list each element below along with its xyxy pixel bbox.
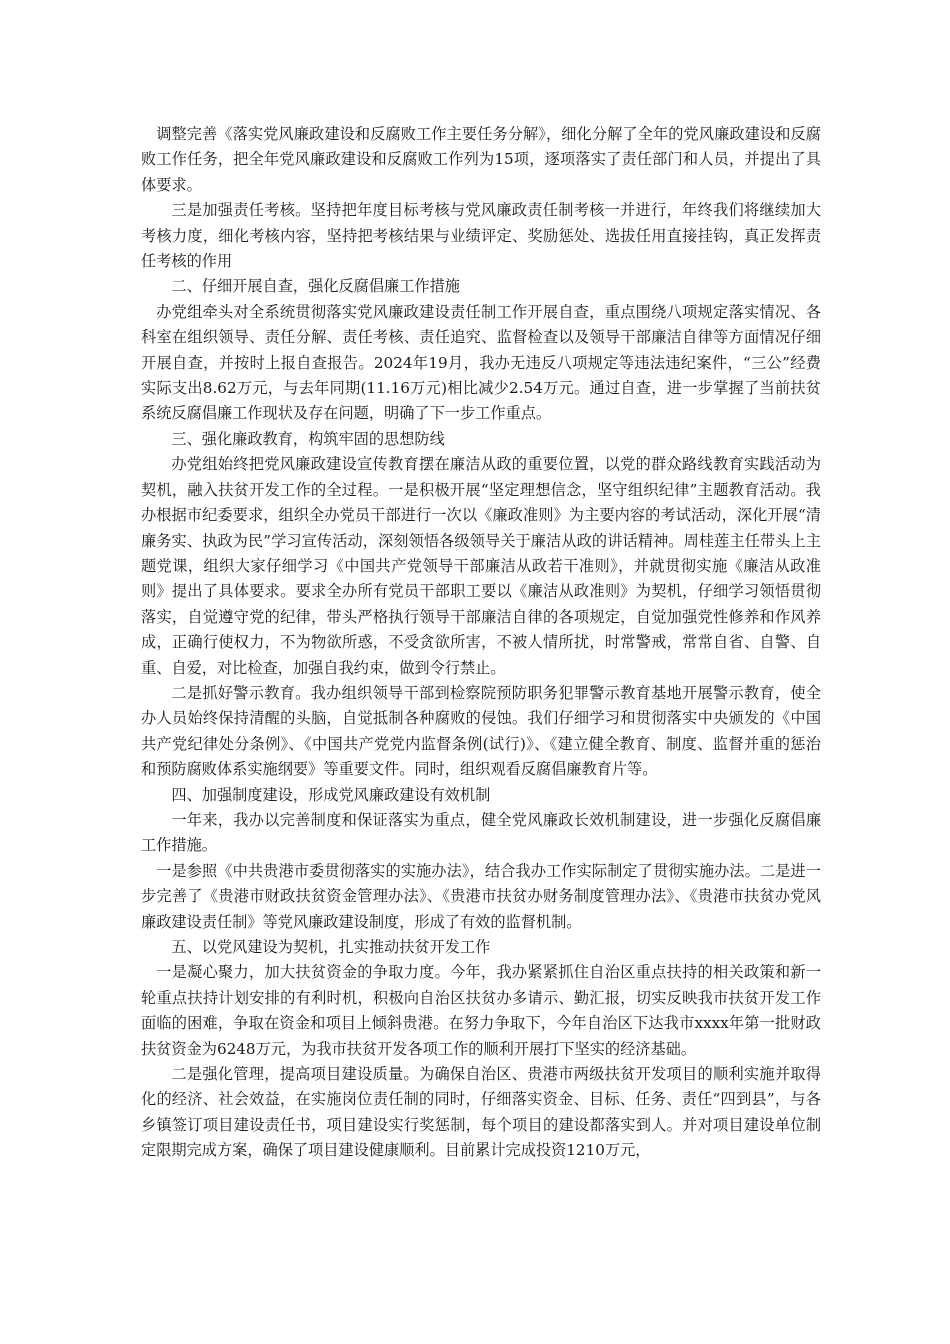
section-heading-self-inspection: 二、仔细开展自查，强化反腐倡廉工作措施 xyxy=(171,277,460,296)
paragraph-responsibility-assessment: 三是加强责任考核。坚持把年度目标考核与党风廉政责任制考核一并进行，年终我们将继续加大考核力度，细化考核内容，坚持把考核结果与业绩评定、奖励惩处、选拔任用直接挂钩，真正发挥责任考核的作用 xyxy=(141,201,821,271)
section-heading-education: 三、强化廉政教育，构筑牢固的思想防线 xyxy=(171,429,445,448)
paragraph-warning-education: 二是抓好警示教育。我办组织领导干部到检察院预防职务犯罪警示教育基地开展警示教育，使全办人员始终保持清醒的头脑，自觉抵制各种腐败的侵蚀。我们仔细学习和贯彻落实中央颁发的《中国共产党纪律处分条例》、《中国共产党党内监督条例(试行)》、《建立健全教育、制度、监督并重的惩治和预防腐败体系实施纲要》等重要文件。同时，组织观看反腐倡廉教育片等。 xyxy=(141,683,821,779)
paragraph-self-inspection: 办党组牵头对全系统贯彻落实党风廉政建设责任制工作开展自查，重点围绕八项规定落实情况、各科室在组织领导、责任分解、责任考核、责任追究、监督检查以及领导干部廉洁自律等方面情况仔细开展自查，并按时上报自查报告。2024年19月，我办无违反八项规定等违法违纪案件，“三公”经费实际支出8.62万元，与去年同期(11.16万元)相比减少2.54万元。通过自查，进一步掌握了当前扶贫系统反腐倡廉工作现状及存在问题，明确了下一步工作重点。 xyxy=(141,302,821,423)
section-heading-poverty-alleviation: 五、以党风建设为契机，扎实推动扶贫开发工作 xyxy=(171,938,491,956)
paragraph-funding: 一是凝心聚力，加大扶贫资金的争取力度。今年，我办紧紧抓住自治区重点扶持的相关政策和新一轮重点扶持计划安排的有利时机，积极向自治区扶贫办多请示、勤汇报，切实反映我市扶贫开发工作面临的困难，争取在资金和项目上倾斜贵港。在努力争取下，今年自治区下达我市xxxx年第一批财政扶贫资金为6248万元，为我市扶贫开发各项工作的顺利开展打下坚实的经济基础。 xyxy=(141,963,821,1058)
document-body xyxy=(141,122,821,1164)
paragraph-education: 办党组始终把党风廉政建设宣传教育摆在廉洁从政的重要位置，以党的群众路线教育实践活动为契机，融入扶贫开发工作的全过程。一是积极开展“坚定理想信念，坚守组织纪律”主题教育活动。我办根据市纪委要求，组织全办党员干部进行一次以《廉政准则》为主要内容的考试活动，深化开展“清廉务实、执政为民”学习宣传活动，深刻领悟各级领导关于廉洁从政的讲话精神。周桂莲主任带头上主题党课，组织大家仔细学习《中国共产党领导干部廉洁从政若干准则》，并就贯彻实施《廉洁从政准则》提出了具体要求。要求全办所有党员干部职工要以《廉洁从政准则》为契机，仔细学习领悟贯彻落实，自觉遵守党的纪律，带头严格执行领导干部廉洁自律的各项规定，自觉加强党性修养和作风养成，正确行使权力，不为物欲所惑，不受贪欲所害，不被人情所扰，时常警戒，常常自省、自警、自重、自爱，对比检查，加强自我约束，做到令行禁止。 xyxy=(141,455,821,677)
paragraph-task-decomposition: 调整完善《落实党风廉政建设和反腐败工作主要任务分解》，细化分解了全年的党风廉政建设和反腐败工作任务，把全年党风廉政建设和反腐败工作列为15项，逐项落实了责任部门和人员，并提出了具体要求。 xyxy=(141,125,821,194)
paragraph-project-management: 二是强化管理，提高项目建设质量。为确保自治区、贵港市两级扶贫开发项目的顺利实施并取得化的经济、社会效益，在实施岗位责任制的同时，仔细落实资金、目标、任务、责任“四到县”，与各乡镇签订项目建设责任书，项目建设实行奖惩制，每个项目的建设都落实到人。并对项目建设单位制定限期完成方案，确保了项目建设健康顺利。目前累计完成投资1210万元， xyxy=(141,1065,821,1160)
section-heading-institution: 四、加强制度建设，形成党风廉政建设有效机制 xyxy=(171,785,491,804)
paragraph-institution-intro: 一年来，我办以完善制度和保证落实为重点，健全党风廉政长效机制建设，进一步强化反腐倡廉工作措施。 xyxy=(141,810,821,855)
paragraph-institution-measures: 一是参照《中共贵港市委贯彻落实的实施办法》，结合我办工作实际制定了贯彻实施办法。二是进一步完善了《贵港市财政扶贫资金管理办法》、《贵港市扶贫办财务制度管理办法》、《贵港市扶贫办党风廉政建设责任制》等党风廉政建设制度，形成了有效的监督机制。 xyxy=(141,861,821,931)
